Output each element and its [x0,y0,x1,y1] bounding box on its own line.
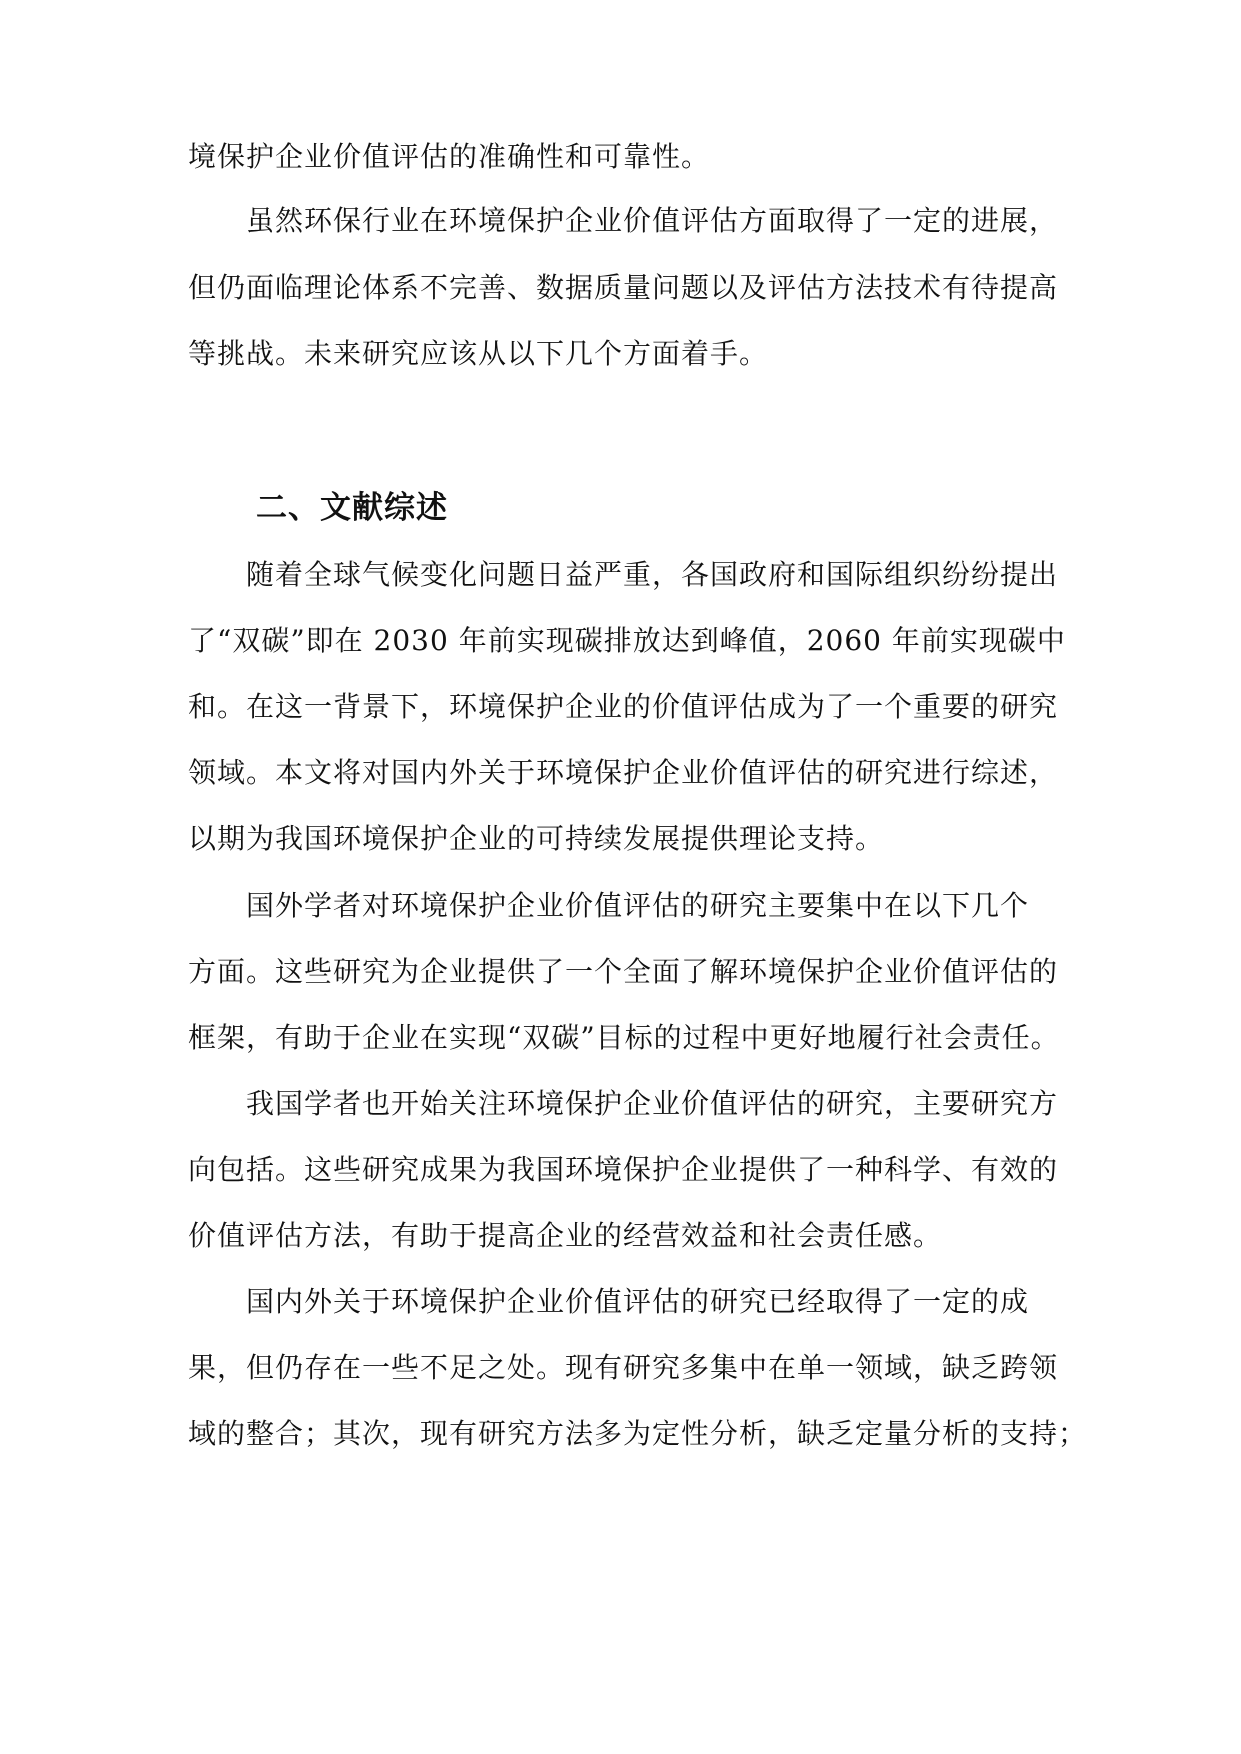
paragraph-line: 境保护企业价值评估的准确性和可靠性。 [188,140,711,173]
paragraph-line: 价值评估方法，有助于提高企业的经营效益和社会责任感。 [188,1219,943,1252]
paragraph-line: 和。在这一背景下，环境保护企业的价值评估成为了一个重要的研究 [188,690,1059,723]
paragraph-line: 方面。这些研究为企业提供了一个全面了解环境保护企业价值评估的 [188,955,1059,988]
paragraph-line: 果，但仍存在一些不足之处。现有研究多集中在单一领域，缺乏跨领 [188,1351,1059,1384]
section-heading: 二、文献综述 [256,490,448,526]
paragraph-line: 框架，有助于企业在实现“双碳”目标的过程中更好地履行社会责任。 [188,1021,1060,1054]
paragraph-line: 随着全球气候变化问题日益严重，各国政府和国际组织纷纷提出 [246,558,1059,591]
paragraph-line: 国内外关于环境保护企业价值评估的研究已经取得了一定的成 [246,1285,1030,1318]
paragraph-line: 国外学者对环境保护企业价值评估的研究主要集中在以下几个 [246,889,1030,922]
paragraph-line: 但仍面临理论体系不完善、数据质量问题以及评估方法技术有待提高 [188,271,1059,304]
paragraph-line: 我国学者也开始关注环境保护企业价值评估的研究，主要研究方 [246,1087,1059,1120]
paragraph-line: 向包括。这些研究成果为我国环境保护企业提供了一种科学、有效的 [188,1153,1059,1186]
paragraph-line: 虽然环保行业在环境保护企业价值评估方面取得了一定的进展， [246,204,1059,237]
paragraph-line: 领域。本文将对国内外关于环境保护企业价值评估的研究进行综述， [188,756,1059,789]
paragraph-line: 等挑战。未来研究应该从以下几个方面着手。 [188,337,769,370]
paragraph-line: 域的整合；其次，现有研究方法多为定性分析，缺乏定量分析的支持； [188,1417,1088,1450]
paragraph-line: 以期为我国环境保护企业的可持续发展提供理论支持。 [188,822,885,855]
paragraph-line: 了“双碳”即在 2030 年前实现碳排放达到峰值，2060 年前实现碳中 [188,624,1066,657]
